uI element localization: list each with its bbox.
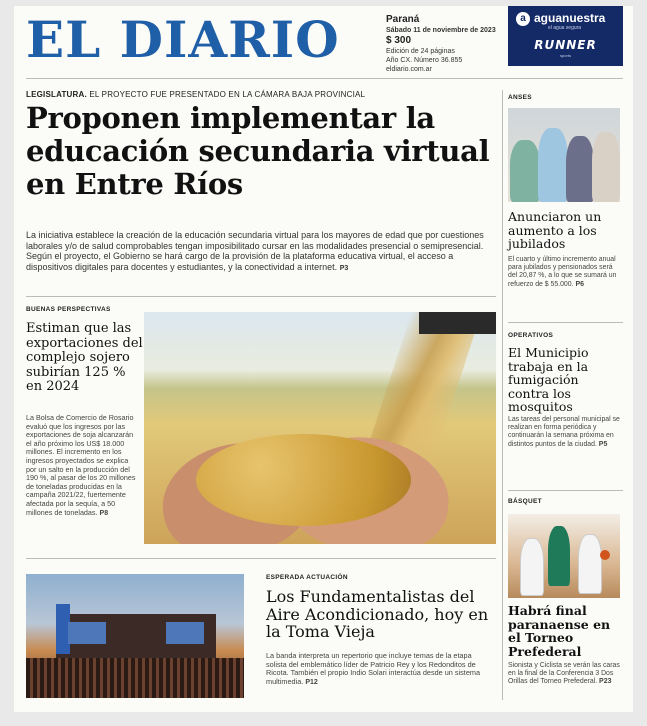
operativos-body-text: Las tareas del personal municipal se realizan en forma periódica y continuarán la semana próxima en distintos puntos de la ciudad. (508, 416, 620, 448)
concert-body-text: La banda interpreta un repertorio que incluye temas de la etapa solista del emblemático líder de Patricio Rey y los Redonditos de Ricota. También el propio Indio Solari interactúa desde un sistema multimedia. (266, 651, 481, 686)
basketball-photo[interactable] (508, 514, 620, 598)
basquet-body-text: Sionista y Ciclista se verán las caras en la final de la Conferencia 3 Dos Orillas del Torneo Prefederal. (508, 662, 620, 686)
masthead-price: $ 300 (386, 35, 412, 46)
soy-page-ref: P8 (99, 509, 109, 517)
anses-divider (508, 322, 623, 323)
player-green (548, 526, 570, 586)
basquet-page-ref: P23 (599, 678, 612, 686)
concert-section: ESPERADA ACTUACIÓN (266, 574, 348, 581)
person-2 (538, 128, 568, 202)
concert-body (266, 652, 494, 687)
masthead-divider (26, 78, 623, 79)
ad-tagline: el agua segura (548, 25, 582, 31)
anses-headline[interactable]: Anunciaron un aumento a los jubilados (508, 209, 602, 251)
masthead-city: Paraná (386, 14, 420, 25)
lead-kicker (26, 90, 365, 99)
player-white-2 (578, 534, 602, 594)
lead-divider (26, 296, 496, 297)
retirees-photo[interactable] (508, 108, 620, 202)
crowd (26, 658, 244, 698)
anses-section: ANSES (508, 94, 532, 101)
soy-body (26, 414, 140, 518)
basquet-body (508, 662, 622, 687)
operativos-body (508, 416, 622, 449)
a-logo-icon: a (516, 12, 530, 26)
column-divider (502, 90, 503, 700)
soy-divider (26, 558, 496, 559)
soybeans (196, 434, 411, 526)
masthead-website: eldiario.com.ar (386, 66, 432, 73)
soybean-photo[interactable] (144, 312, 496, 544)
stage-screen-right (166, 622, 204, 644)
masthead-info (386, 14, 506, 74)
player-white-1 (520, 538, 544, 596)
masthead-date: Sábado 11 de noviembre de 2023 (386, 27, 496, 34)
soy-body-text: La Bolsa de Comercio de Rosario evaluó que los ingresos por las exportaciones de soja alcanzarán el año próximo los US$ 18.000 millones. El incremento en los ingresos proyectados se explica por un salto en la producción del 190 %, al pasar de los 20 millones de toneladas producidas en la campaña 2021/22, fuertemente afectada por la sequía, a 50 millones de toneladas. (26, 413, 136, 517)
lead-headline[interactable]: Proponen implementar la educación secundaria virtual en Entre Ríos (26, 101, 490, 201)
concert-page-ref: P12 (305, 678, 318, 686)
person-4 (592, 132, 620, 202)
operativos-divider (508, 490, 623, 491)
concert-photo[interactable] (26, 574, 244, 698)
masthead-title: EL DIARIO (26, 10, 340, 69)
operativos-page-ref: P5 (598, 440, 608, 448)
anses-page-ref: P6 (575, 280, 584, 288)
grain-spout (419, 312, 496, 334)
stage-screen-left (68, 622, 106, 644)
soy-section: BUENAS PERSPECTIVAS (26, 306, 111, 313)
lead-page-ref: P3 (339, 264, 349, 272)
ad-runner: RUNNER (534, 38, 597, 52)
masthead-issue: Año CX. Número 36.855 (386, 57, 463, 64)
concert-headline[interactable]: Los Fundamentalistas del Aire Acondicionado, hoy en la Toma Vieja (266, 587, 489, 641)
lead-body-text: La iniciativa establece la creación de la educación secundaria virtual para los mayores de edad que por cuestiones laborales y/o de salud comprobables tengan imposibilitado cursar en las modalidades presencial o semipresencial. Según el proyecto, el Gobierno se hará cargo de la provisión de la plataforma educativa virtual, el acceso a dispositivos digitales para docentes y estudiantes, y la conectividad a internet. (26, 230, 484, 272)
ad-runner-sub: sports (560, 53, 571, 58)
operativos-section: OPERATIVOS (508, 332, 554, 339)
basketball-ball (600, 550, 610, 560)
ad-brand: aguanuestra (534, 11, 606, 25)
lead-kicker-text: EL PROYECTO FUE PRESENTADO EN LA CÁMARA BAJA PROVINCIAL (89, 90, 366, 99)
basquet-section: BÁSQUET (508, 498, 542, 505)
soy-headline[interactable]: Estiman que las exportaciones del complejo sojero subirían 125 % en 2024 (26, 321, 143, 394)
basquet-headline[interactable]: Habrá final paranaense en el Torneo Prefederal (508, 603, 611, 659)
operativos-headline[interactable]: El Municipio trabaja en la fumigación contra los mosquitos (508, 345, 589, 414)
person-1 (510, 140, 540, 202)
anses-body-text: El cuarto y último incremento anual para jubilados y pensionados será del 20,87 %, a lo que se sumará un refuerzo de $ 55.000. (508, 256, 617, 288)
masthead-edition: Edición de 24 páginas (386, 48, 455, 55)
sponsor-ad[interactable] (508, 6, 623, 66)
lead-body (26, 230, 494, 274)
anses-body (508, 256, 622, 289)
newspaper-front-page (14, 6, 633, 712)
lead-section: LEGISLATURA. (26, 90, 87, 99)
person-3 (566, 136, 594, 202)
